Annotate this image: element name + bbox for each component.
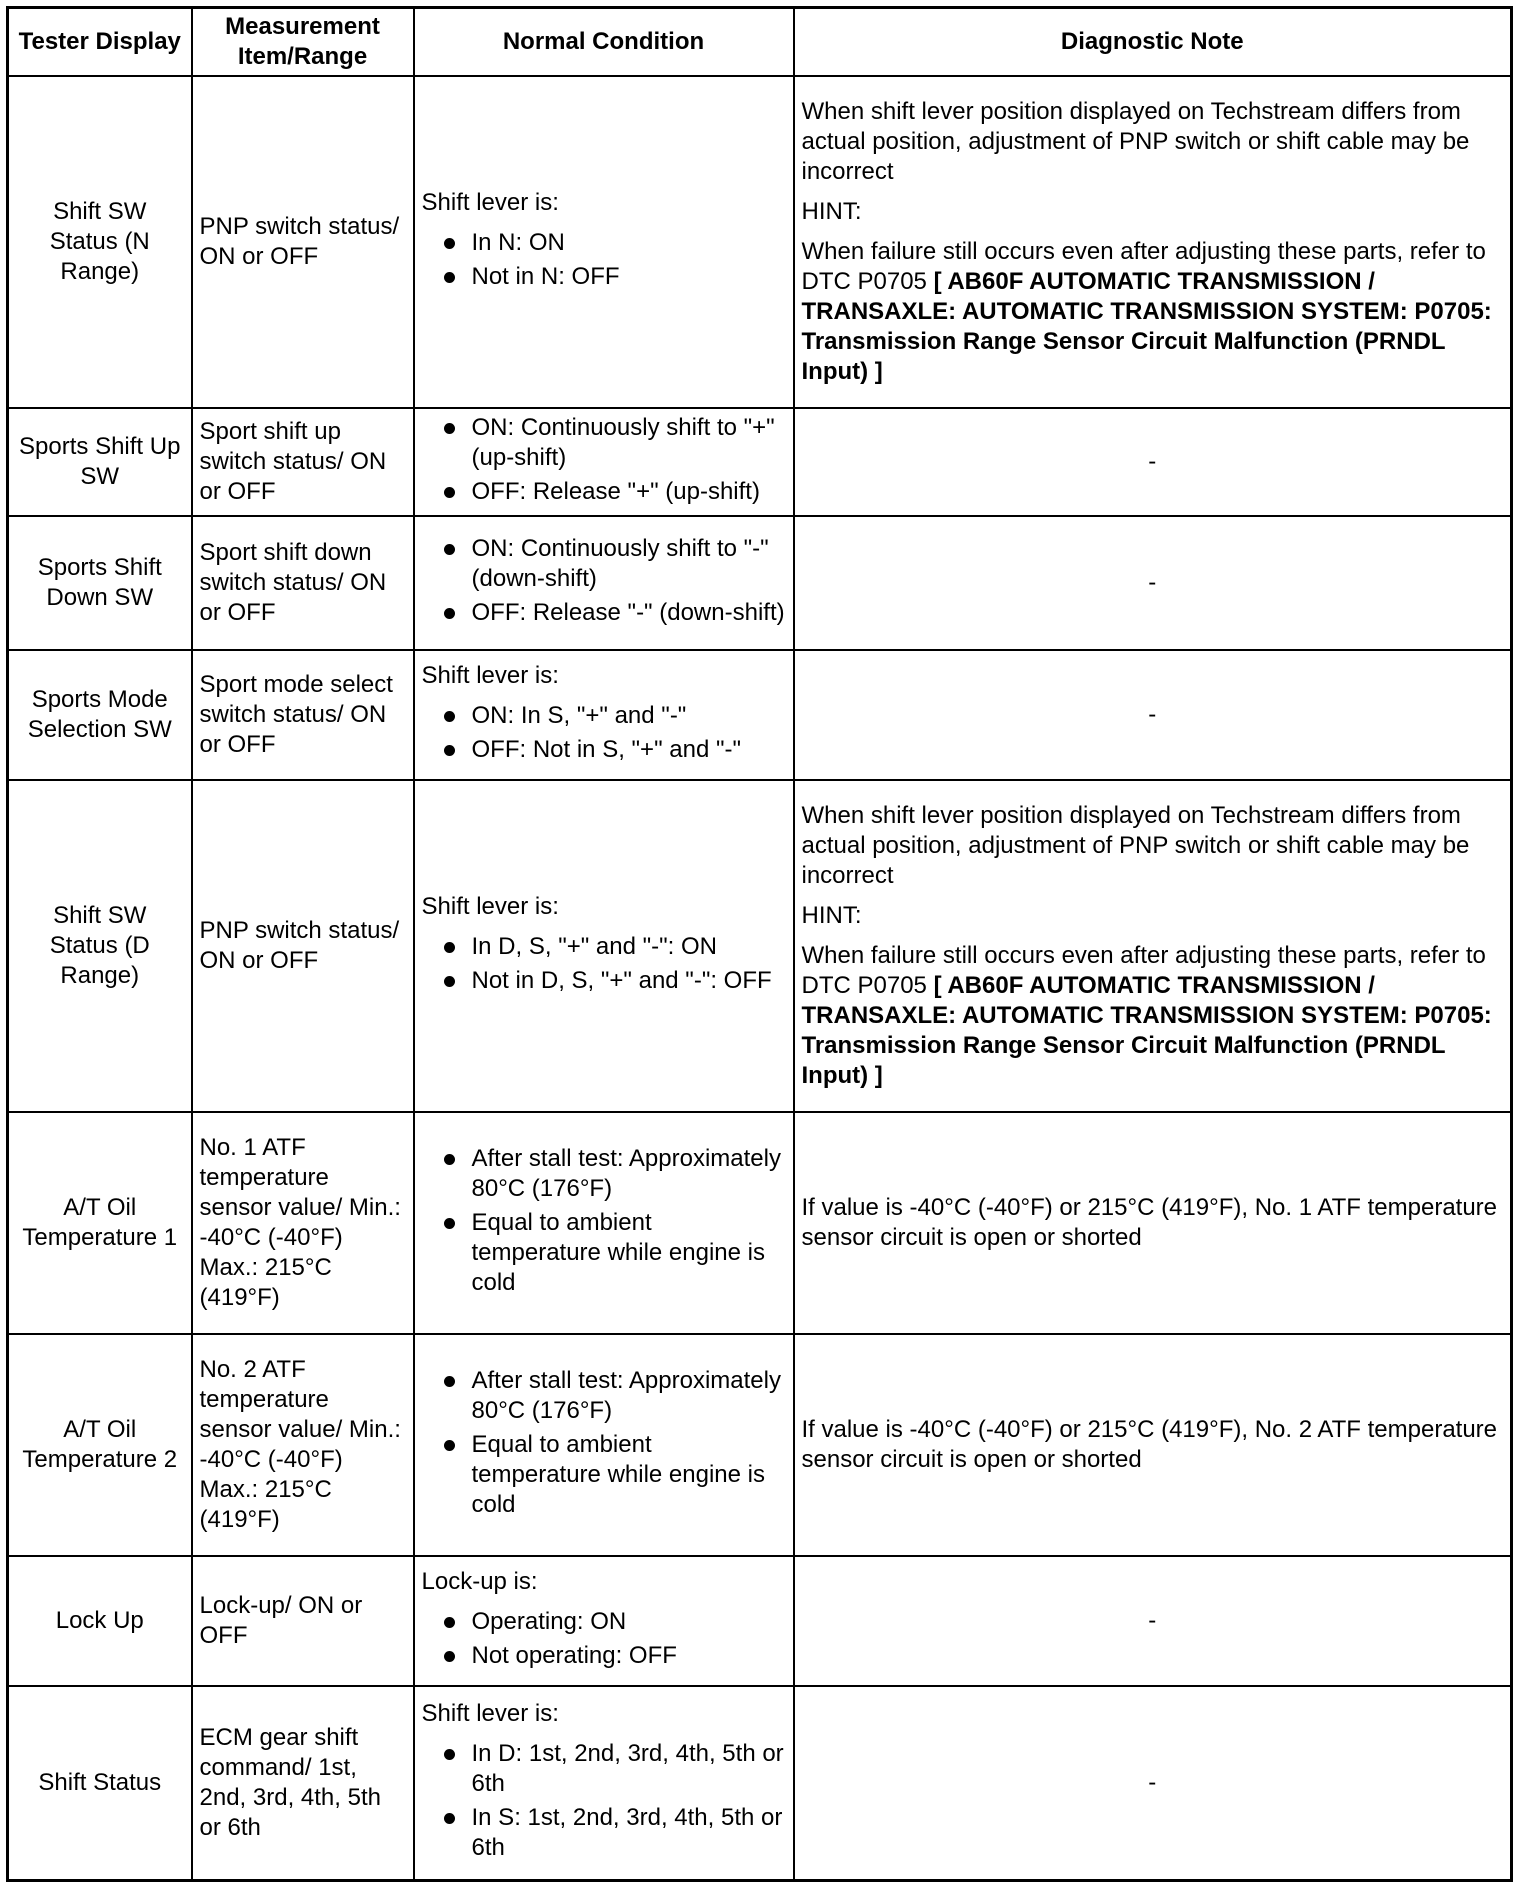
condition-bullet: OFF: Not in S, "+" and "-" [422,735,786,765]
tester-display-cell: A/T Oil Temperature 2 [8,1334,192,1556]
condition-intro: Shift lever is: [421,1699,559,1727]
diagnostic-note-cell [794,780,1512,1112]
diagnostic-note-cell: - [794,1556,1512,1686]
note-text: When shift lever position displayed on Techstream differs from actual position, adjustment of PNP switch or shift cable may be incorrect [801,802,1470,889]
condition-bullet: OFF: Release "+" (up-shift) [422,477,786,507]
table-row [8,76,1512,408]
condition-bullet: In N: ON [422,228,786,258]
measurement-item-cell: No. 2 ATF temperature sensor value/ Min.: -40°C (-40°F) Max.: 215°C (419°F) [192,1334,414,1556]
normal-condition-cell [414,1112,794,1334]
condition-intro: Shift lever is: [421,893,559,920]
normal-condition-cell [414,1686,794,1880]
diagnostic-note-cell: - [794,650,1512,780]
header-normal-condition: Normal Condition [414,8,794,77]
measurement-item-cell: PNP switch status/ ON or OFF [192,780,414,1112]
dtc-reference-link[interactable]: [ AB60F AUTOMATIC TRANSMISSION / TRANSAXLE: AUTOMATIC TRANSMISSION SYSTEM: P0705: Transmission Range Sensor Circuit Malfunction (PRNDL Input) ] [801,268,1492,385]
table-row [8,1686,1512,1880]
condition-bullet: ON: Continuously shift to "-" (down-shift) [422,534,786,594]
normal-condition-cell [414,516,794,650]
normal-condition-cell [414,408,794,516]
condition-bullet: Equal to ambient temperature while engine is cold [422,1430,786,1520]
measurement-item-cell: No. 1 ATF temperature sensor value/ Min.: -40°C (-40°F) Max.: 215°C (419°F) [192,1112,414,1334]
measurement-item-cell: PNP switch status/ ON or OFF [192,76,414,408]
condition-list [422,1739,786,1863]
tester-display-cell: Lock Up [8,1556,192,1686]
measurement-item-cell: ECM gear shift command/ 1st, 2nd, 3rd, 4th, 5th or 6th [192,1686,414,1880]
diagnostic-note-cell: If value is -40°C (-40°F) or 215°C (419°F), No. 1 ATF temperature sensor circuit is open or shorted [794,1112,1512,1334]
diagnostic-note-cell: If value is -40°C (-40°F) or 215°C (419°F), No. 2 ATF temperature sensor circuit is open or shorted [794,1334,1512,1556]
condition-list [422,701,786,765]
condition-bullet: Equal to ambient temperature while engine is cold [422,1208,786,1298]
condition-bullet: ON: Continuously shift to "+" (up-shift) [422,413,786,473]
normal-condition-cell [414,650,794,780]
normal-condition-cell [414,780,794,1112]
tester-display-cell: Shift Status [8,1686,192,1880]
table-row [8,650,1512,780]
condition-list [422,413,786,507]
condition-list [422,534,786,628]
table-row [8,1112,1512,1334]
hint-label: HINT: [801,198,862,225]
condition-list [422,1144,786,1298]
condition-list [422,1366,786,1520]
condition-list [422,228,786,292]
normal-condition-cell [414,1556,794,1686]
condition-list [422,932,786,996]
condition-bullet: Operating: ON [422,1607,786,1637]
tester-display-cell: Sports Shift Up SW [8,408,192,516]
tester-display-cell: Sports Shift Down SW [8,516,192,650]
refer-paragraph [802,237,1504,387]
header-measurement-item: Measurement Item/Range [192,8,414,77]
diagnostic-note-cell: - [794,516,1512,650]
table-row [8,1334,1512,1556]
table-row [8,1556,1512,1686]
condition-bullet: After stall test: Approximately 80°C (176°F) [422,1366,786,1426]
note-text: When shift lever position displayed on Techstream differs from actual position, adjustment of PNP switch or shift cable may be incorrect [801,98,1470,185]
condition-intro: Shift lever is: [421,189,559,216]
tester-display-cell: Shift SW Status (D Range) [8,780,192,1112]
measurement-item-cell: Sport mode select switch status/ ON or OFF [192,650,414,780]
condition-bullet: After stall test: Approximately 80°C (176°F) [422,1144,786,1204]
condition-bullet: ON: In S, "+" and "-" [422,701,786,731]
condition-bullet: In S: 1st, 2nd, 3rd, 4th, 5th or 6th [422,1803,786,1863]
data-list-table [6,6,1513,1882]
condition-bullet: Not in D, S, "+" and "-": OFF [422,966,786,996]
condition-list [422,1607,786,1671]
condition-bullet: OFF: Release "-" (down-shift) [422,598,786,628]
refer-text: When failure still occurs even after adjusting these parts, refer to DTC P0705 [801,942,1486,999]
refer-paragraph [802,941,1504,1091]
diagnostic-note-cell: - [794,408,1512,516]
tester-display-cell: Shift SW Status (N Range) [8,76,192,408]
normal-condition-cell [414,1334,794,1556]
condition-intro: Lock-up is: [421,1568,538,1595]
measurement-item-cell: Sport shift up switch status/ ON or OFF [192,408,414,516]
condition-bullet: Not in N: OFF [422,262,786,292]
condition-bullet: In D: 1st, 2nd, 3rd, 4th, 5th or 6th [422,1739,786,1799]
condition-intro: Shift lever is: [421,662,559,689]
refer-text: When failure still occurs even after adjusting these parts, refer to DTC P0705 [801,238,1486,295]
measurement-item-cell: Lock-up/ ON or OFF [192,1556,414,1686]
tester-display-cell: A/T Oil Temperature 1 [8,1112,192,1334]
table-row [8,780,1512,1112]
condition-bullet: Not operating: OFF [422,1641,786,1671]
hint-label: HINT: [801,902,862,929]
dtc-reference-link[interactable]: [ AB60F AUTOMATIC TRANSMISSION / TRANSAXLE: AUTOMATIC TRANSMISSION SYSTEM: P0705: Transmission Range Sensor Circuit Malfunction (PRNDL Input) ] [801,972,1492,1089]
condition-bullet: In D, S, "+" and "-": ON [422,932,786,962]
normal-condition-cell [414,76,794,408]
header-row [8,8,1512,77]
header-diagnostic-note: Diagnostic Note [794,8,1512,77]
diagnostic-note-cell: - [794,1686,1512,1880]
measurement-item-cell: Sport shift down switch status/ ON or OFF [192,516,414,650]
header-tester-display: Tester Display [8,8,192,77]
table-row [8,516,1512,650]
tester-display-cell: Sports Mode Selection SW [8,650,192,780]
diagnostic-note-cell [794,76,1512,408]
table-row [8,408,1512,516]
